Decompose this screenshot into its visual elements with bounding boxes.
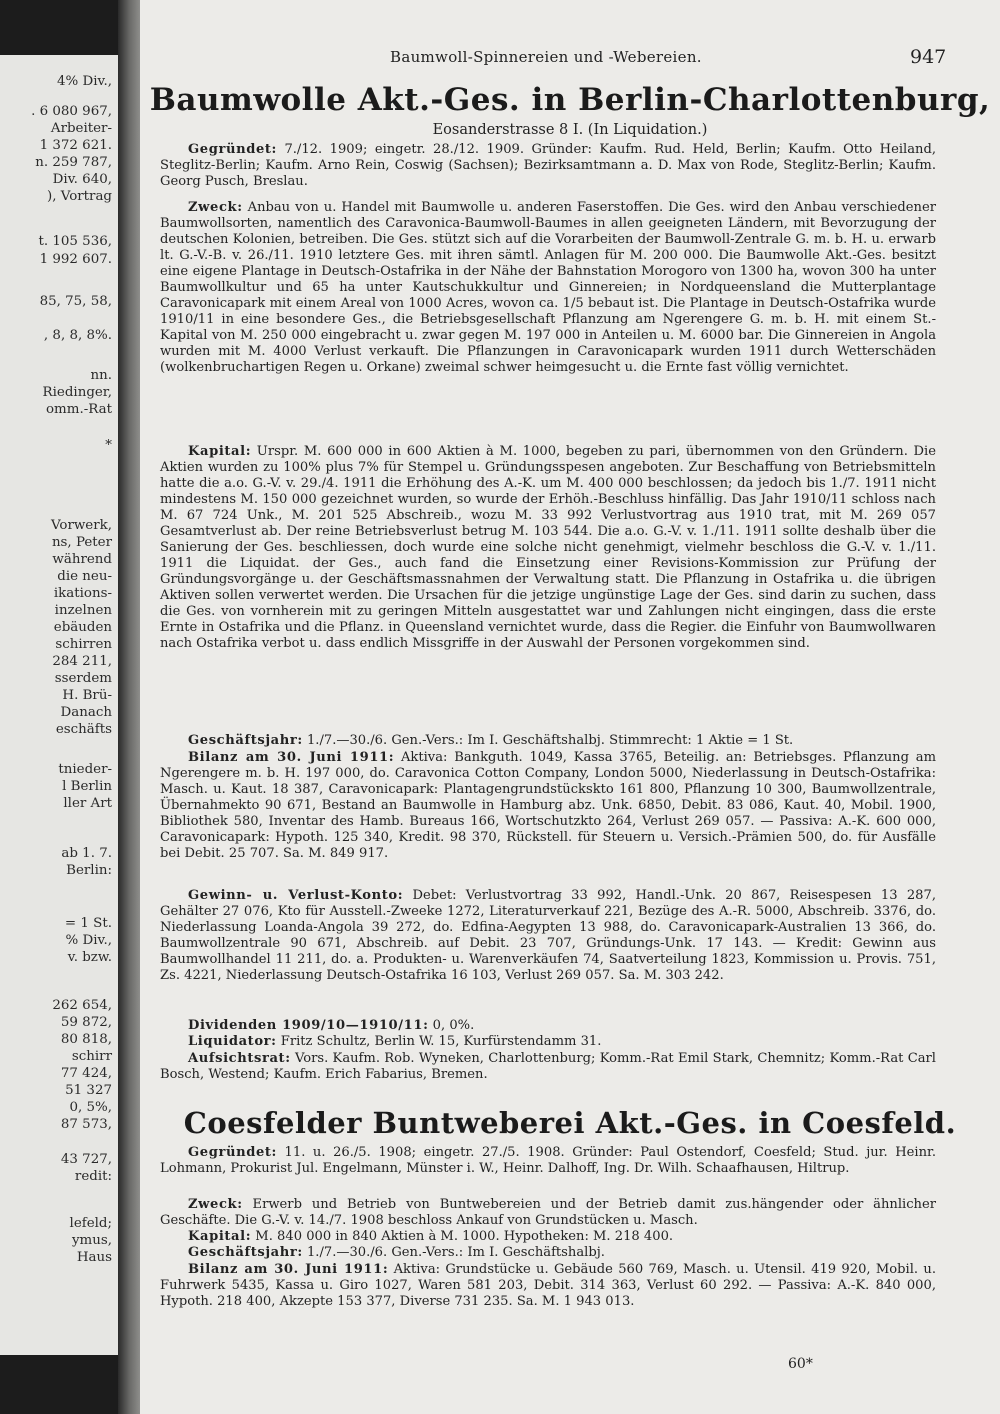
article1-section xyxy=(160,733,936,749)
section-text: Erwerb und Betrieb von Buntwebereien und der Betrieb damit zus.hängender oder ähnlicher Geschäfte. Die G.-V. v. 14./7. 1908 beschloss Ankauf von Grundstücken u. Masch. xyxy=(160,1197,936,1228)
left-fragment-line: ebäuden xyxy=(53,620,112,635)
left-fragment-line: omm.-Rat xyxy=(46,402,112,417)
left-fragment-line: 87 573, xyxy=(60,1117,112,1132)
section-text: 11. u. 26./5. 1908; eingetr. 27./5. 1908. Gründer: Paul Ostendorf, Coesfeld; Stud. jur. Heinr. Lohmann, Prokurist Jul. Engelmann, Münster i. W., Heinr. Dalhoff, Ing. Dr. Wilh. Schaafhausen, Hiltrup. xyxy=(160,1145,936,1176)
left-fragment-line: 1 992 607. xyxy=(39,252,112,267)
article2-section xyxy=(160,1262,936,1310)
signature-mark: 60* xyxy=(788,1356,813,1372)
section-label: Kapital: xyxy=(188,1229,252,1244)
section-label: Bilanz am 30. Juni 1911: xyxy=(188,1262,389,1277)
left-page-fragment xyxy=(0,55,118,1355)
left-fragment-line: 77 424, xyxy=(60,1066,112,1081)
article1-section xyxy=(160,200,936,376)
article1-section xyxy=(160,750,936,862)
right-page xyxy=(140,0,1000,1414)
article2-section xyxy=(160,1197,936,1229)
section-text: Urspr. M. 600 000 in 600 Aktien à M. 1000, begeben zu pari, übernommen von den Gründern. Die Aktien wurden zu 100% plus 7% für Stempel u. Gründungsspesen angeboten. Zur Beschaffung von Betriebsmitteln hatte die a.o. G.-V. v. 29./4. 1911 die Erhöhung des A.-K. um M. 400 000 beschlossen; da jedoch bis 1./7. 1911 nicht mindestens M. 150 000 gezeichnet wurden, so wurde der Erhöh.-Beschluss hinfällig. Das Jahr 1910/11 schloss nach M. 67 724 Unk., M. 201 525 Abschreib., wozu M. 33 992 Verlustvortrag aus 1910 trat, mit M. 269 057 Gesamtverlust ab. Der reine Betriebsverlust betrug M. 103 544. Die a.o. G.-V. v. 1./11. 1911 sollte deshalb über die Sanierung der Ges. beschliessen, doch wurde eine solche nicht genehmigt, vielmehr beschloss die G.-V. v. 1./11. 1911 die Liquidat. der Ges., auch fand die Einsetzung einer Revisions-Kommission zur Prüfung der Gründungsvorgänge u. der Geschäftsmassnahmen der Verwaltung statt. Die Pflanzung in Ostafrika u. die übrigen Aktiven sollen verwertet werden. Die Ursachen für die jetzige ungünstige Lage der Ges. sind darin zu suchen, dass die Ges. von vornherein mit zu geringen Mitteln ausgestattet war und Zahlungen nicht eingingen, dass die erste Ernte in Ostafrika und die Pflanz. in Queensland vernichtet wurde, dass die Regier. die Einfuhr von Baumwollwaren nach Ostafrika verbot u. dass endlich Missgriffe in der Auswahl der Personen vorgekommen sind. xyxy=(160,444,936,651)
section-label: Dividenden 1909/10—1910/11: xyxy=(188,1018,429,1033)
left-fragment-line: redit: xyxy=(74,1169,112,1184)
left-fragment-line: tnieder- xyxy=(58,762,112,777)
left-fragment-line: ikations- xyxy=(53,586,112,601)
article1-section xyxy=(160,1018,936,1034)
section-label: Kapital: xyxy=(188,444,252,459)
left-fragment-line: t. 105 536, xyxy=(38,234,112,249)
left-fragment-line: v. bzw. xyxy=(67,950,112,965)
section-label: Gegründet: xyxy=(188,142,277,157)
left-fragment-line: 1 372 621. xyxy=(39,138,112,153)
section-text: Vors. Kaufm. Rob. Wyneken, Charlottenburg; Komm.-Rat Emil Stark, Chemnitz; Komm.-Rat Carl Bosch, Westend; Kaufm. Erich Fabarius, Bremen. xyxy=(160,1051,936,1082)
section-label: Zweck: xyxy=(188,200,243,215)
section-label: Geschäftsjahr: xyxy=(188,733,303,748)
article1-section xyxy=(160,1034,936,1050)
section-text: Debet: Verlustvortrag 33 992, Handl.-Unk. 20 867, Reisespesen 13 287, Gehälter 27 076, Kto für Ausstell.-Zweeke 1272, Literaturverkauf 221, Bezüge des A.-R. 5000, Abschreib. 3376, do. Niederlassung Loanda-Angola 39 272, do. Edfina-Aegypten 13 988, do. Caravonicapark-Australien 13 366, do. Baumwollzentrale 90 671, Abschreib. auf Debit. 23 707, Gründungs-Unk. 17 143. — Kredit: Gewinn aus Baumwollhandel 11 211, do. a. Produkten- u. Warenverkäufen 74, Saatverteilung 1823, Kommission u. Provis. 751, Zs. 4221, Niederlassung Deutsch-Ostafrika 16 103, Verlust 269 057. Sa. M. 303 242. xyxy=(160,888,936,983)
page-number: 947 xyxy=(910,46,947,68)
left-fragment-line: Berlin: xyxy=(66,863,112,878)
left-fragment-line: . 6 080 967, xyxy=(31,104,112,119)
left-fragment-line: eschäfts xyxy=(55,722,112,737)
left-fragment-line: schirr xyxy=(71,1049,112,1064)
article2-section xyxy=(160,1145,936,1177)
article1-section xyxy=(160,142,936,190)
left-fragment-line: , 8, 8, 8%. xyxy=(43,328,112,343)
section-text: Aktiva: Bankguth. 1049, Kassa 3765, Beteilig. an: Betriebsges. Pflanzung am Ngerengere m. b. H. 197 000, do. Caravonica Cotton Company, London 5000, Niederlassung in Deutsch-Ostafrika: Masch. u. Kaut. 18 387, Caravonicapark: Plantagengrundstückskto 161 800, Pflanzung 10 300, Baumwollzentrale, Übernahmekto 90 671, Bestand an Baumwolle in Hamburg abz. Unk. 6850, Debit. 83 086, Kaut. 40, Mobil. 1900, Bibliothek 580, Inventar des Hamb. Bureaus 166, Wortschutzkto 264, Verlust 269 057. — Passiva: A.-K. 600 000, Caravonicapark: Hypoth. 125 340, Kredit. 98 370, Rückstell. für Steuern u. Versich.-Prämien 500, do. für Ausfälle bei Debit. 25 707. Sa. M. 849 917. xyxy=(160,750,936,861)
section-text: 1./7.—30./6. Gen.-Vers.: Im I. Geschäftshalbj. Stimmrecht: 1 Aktie = 1 St. xyxy=(302,733,794,748)
left-fragment-line: 43 727, xyxy=(60,1152,112,1167)
left-fragment-line: Haus xyxy=(76,1250,112,1265)
article1-section xyxy=(160,1051,936,1083)
running-header: Baumwoll-Spinnereien und -Webereien. xyxy=(390,48,702,66)
left-fragment-line: die neu- xyxy=(57,569,112,584)
left-fragment-line: schirren xyxy=(55,637,112,652)
left-fragment-line: Div. 640, xyxy=(52,172,112,187)
left-fragment-line: * xyxy=(105,438,112,453)
left-fragment-line: 59 872, xyxy=(60,1015,112,1030)
left-fragment-line: 85, 75, 58, xyxy=(39,294,112,309)
article2-title: Coesfelder Buntweberei Akt.-Ges. in Coesfeld. xyxy=(183,1106,957,1140)
left-fragment-line: lefeld; xyxy=(69,1216,112,1231)
article2-section xyxy=(160,1229,936,1245)
section-label: Gegründet: xyxy=(188,1145,277,1160)
left-fragment-line: 262 654, xyxy=(52,998,112,1013)
left-fragment-line: Arbeiter- xyxy=(50,121,112,136)
left-fragment-line: sserdem xyxy=(54,671,112,686)
article2-section xyxy=(160,1245,936,1261)
section-text: Anbau von u. Handel mit Baumwolle u. anderen Faserstoffen. Die Ges. wird den Anbau verschiedener Baumwollsorten, namentlich des Caravonica-Baumwoll-Baumes in allen geeigneten Ländern, mit Bevorzugung der deutschen Kolonien, betreiben. Die Ges. stützt sich auf die Vorarbeiten der Baumwoll-Zentrale G. m. b. H. u. erwarb lt. G.-V.-B. v. 26./11. 1910 letztere Ges. mit ihren sämtl. Anlagen für M. 200 000. Die Baumwolle Akt.-Ges. besitzt eine eigene Plantage in Deutsch-Ostafrika in der Nähe der Bahnstation Morogoro von 1300 ha, wovon 300 ha unter Baumwollkultur und 65 ha unter Kautschukkultur und Ginnereien; in Nordqueensland die Mutterplantage Caravonicapark mit einem Areal von 1000 Acres, wovon ca. 1/5 bebaut ist. Die Plantage in Deutsch-Ostafrika wurde 1910/11 in eine besondere Ges., die Betriebsgesellschaft Pflanzung am Ngerengere G. m. b. H. mit einem St.-Kapital von M. 250 000 eingebracht u. zwar gegen M. 197 000 in Anteilen u. M. 6000 bar. Die Ginnereien in Angola wurden mit M. 4000 Verlust verkauft. Die Pflanzungen in Caravonicapark wurden 1911 durch Wetterschäden (wolkenbruchartigen Regen u. Orkane) zweimal schwer heimgesucht u. die Ernte fast völlig vernichtet. xyxy=(160,200,936,375)
left-fragment-line: ller Art xyxy=(63,796,112,811)
left-fragment-line: 80 818, xyxy=(60,1032,112,1047)
left-fragment-line: Riedinger, xyxy=(42,385,112,400)
section-label: Liquidator: xyxy=(188,1034,277,1049)
article1-subtitle: Eosanderstrasse 8 I. (In Liquidation.) xyxy=(432,122,708,138)
left-fragment-line: 284 211, xyxy=(52,654,112,669)
section-text: 0, 0%. xyxy=(428,1018,475,1033)
left-fragment-line: nn. xyxy=(90,368,112,383)
left-fragment-line: 0, 5%, xyxy=(69,1100,112,1115)
left-fragment-line: 4% Div., xyxy=(56,74,112,89)
left-fragment-line: H. Brü- xyxy=(62,688,112,703)
left-fragment-line: ), Vortrag xyxy=(47,189,112,204)
article1-section xyxy=(160,888,936,984)
left-fragment-line: Danach xyxy=(60,705,112,720)
left-fragment-line: ymus, xyxy=(71,1233,112,1248)
left-fragment-line: inzelnen xyxy=(54,603,112,618)
left-fragment-line: % Div., xyxy=(65,933,112,948)
left-fragment-line: ns, Peter xyxy=(51,535,112,550)
section-label: Aufsichtsrat: xyxy=(188,1051,291,1066)
section-text: Fritz Schultz, Berlin W. 15, Kurfürstendamm 31. xyxy=(276,1034,602,1049)
section-text: 7./12. 1909; eingetr. 28./12. 1909. Gründer: Kaufm. Rud. Held, Berlin; Kaufm. Otto Heiland, Steglitz-Berlin; Kaufm. Arno Rein, Coswig (Sachsen); Bezirksamtmann a. D. Max von Rode, Steglitz-Berlin; Kaufm. Georg Pusch, Breslau. xyxy=(160,142,936,189)
left-fragment-line: während xyxy=(52,552,112,567)
left-fragment-line: 51 327 xyxy=(65,1083,112,1098)
left-fragment-line: Vorwerk, xyxy=(50,518,112,533)
article1-section xyxy=(160,444,936,652)
section-label: Gewinn- u. Verlust-Konto: xyxy=(188,888,404,903)
left-fragment-line: n. 259 787, xyxy=(35,155,112,170)
left-fragment-line: = 1 St. xyxy=(64,916,112,931)
left-fragment-line: l Berlin xyxy=(62,779,112,794)
section-label: Bilanz am 30. Juni 1911: xyxy=(188,750,395,765)
section-text: 1./7.—30./6. Gen.-Vers.: Im I. Geschäftshalbj. xyxy=(302,1245,605,1260)
section-text: M. 840 000 in 840 Aktien à M. 1000. Hypotheken: M. 218 400. xyxy=(251,1229,674,1244)
section-text: Aktiva: Grundstücke u. Gebäude 560 769, Masch. u. Utensil. 419 920, Mobil. u. Fuhrwerk 5435, Kassa u. Giro 1027, Waren 581 203, Debit. 314 363, Verlust 60 292. — Passiva: A.-K. 840 000, Hypoth. 218 400, Akzepte 153 377, Diverse 731 235. Sa. M. 1 943 013. xyxy=(160,1262,936,1309)
section-label: Geschäftsjahr: xyxy=(188,1245,303,1260)
article1-title: Baumwolle Akt.-Ges. in Berlin-Charlottenburg, xyxy=(149,82,991,118)
left-fragment-line: ab 1. 7. xyxy=(61,846,112,861)
section-label: Zweck: xyxy=(188,1197,243,1212)
